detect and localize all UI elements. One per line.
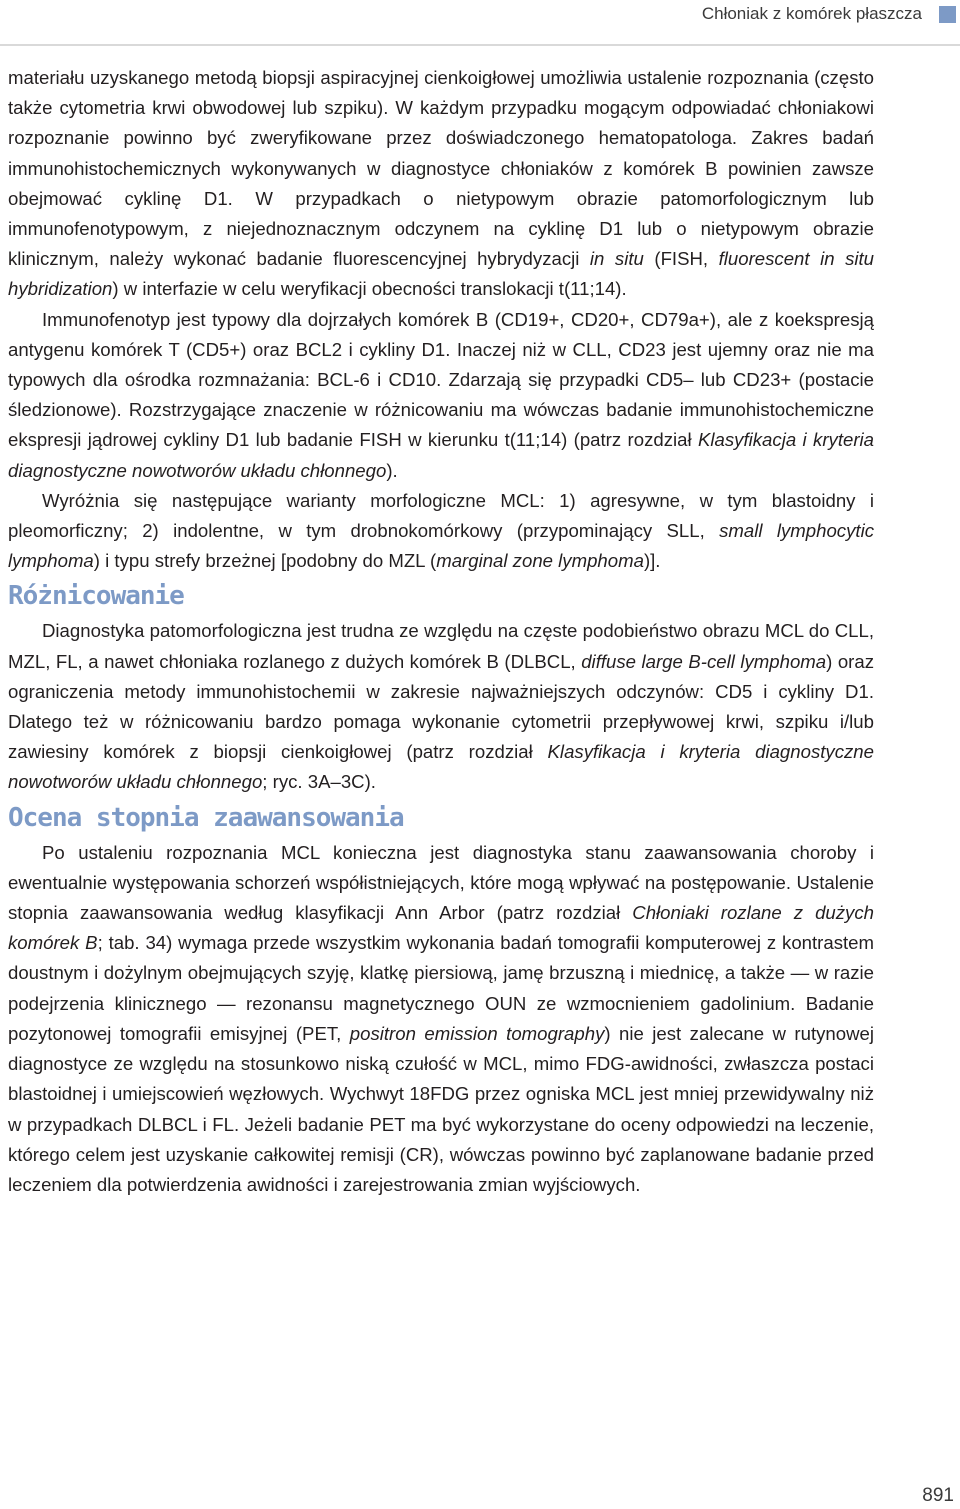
section-heading-staging: Ocena stopnia zaawansowania bbox=[8, 802, 404, 833]
header-divider bbox=[0, 44, 960, 46]
paragraph-immunophenotype: Immunofenotyp jest typowy dla dojrzałych komórek B (CD19+, CD20+, CD79a+), ale z koekspresją antygenu komórek T (CD5+) oraz BCL2 i cykliny D1. Inaczej niż w CLL, CD23 jest ujemny oraz nie ma typowych dla ośrodka rozmnażania: BCL-6 i CD10. Zdarzają się przypadki CD5– lub CD23+ (postacie śledzionowe). Rozstrzygające znaczenie w różnicowaniu ma wówczas badanie immunohistochemiczne ekspresji jądrowej cykliny D1 lub badanie FISH w kierunku t(11;14) (patrz rozdział Klasyfikacja i kryteria diagnostyczne nowotworów układu chłonnego). bbox=[8, 308, 875, 481]
running-header-title: Chłoniak z komórek płaszcza bbox=[701, 4, 922, 23]
section-heading-differential: Różnicowanie bbox=[8, 581, 184, 612]
header-accent-square bbox=[939, 6, 956, 23]
paragraph-diagnosis-continuation: materiału uzyskanego metodą biopsji aspiracyjnej cienkoigłowej umożliwia ustalenie rozpoznania (często także cytometria krwi obwodowej lub szpiku). W każdym przypadku mogącym odpowiadać chłoniakowi rozpoznanie powinno być zweryfikowane przez doświadczonego hematopatologa. Zakres badań immunohistochemicznych wykonywanych w diagnostyce chłoniaków z komórek B powinien zawsze obejmować cyklinę D1. W przypadkach o nietypowym obrazie patomorfologicznym lub immunofenotypowym, z niejednoznacznym odczynem na cyklinę D1 lub o nietypowym obrazie klinicznym, należy wykonać badanie fluorescencyjnej hybrydyzacji in situ (FISH, fluorescent in situ hybridization) w interfazie w celu weryfikacji obecności translokacji t(11;14). bbox=[8, 67, 875, 300]
page-body bbox=[8, 63, 874, 1200]
paragraph-differential: Diagnostyka patomorfologiczna jest trudna ze względu na częste podobieństwo obrazu MCL do CLL, MZL, FL, a nawet chłoniaka rozlanego z dużych komórek B (DLBCL, diffuse large B-cell lymphoma) oraz ograniczenia metody immunohistochemii w zakresie najważniejszych odczynów: CD5 i cykliny D1. Dlatego też w różnicowaniu bardzo pomaga wykonanie cytometrii przepływowej krwi, szpiku i/lub zawiesiny komórek z biopsji cienkoigłowej (patrz rozdział Klasyfikacja i kryteria diagnostyczne nowotworów układu chłonnego; ryc. 3A–3C). bbox=[8, 620, 875, 793]
paragraph-morphologic-variants: Wyróżnia się następujące warianty morfologiczne MCL: 1) agresywne, w tym blastoidny i pleomorficzny; 2) indolentne, w tym drobnokomórkowy (przypominający SLL, small lymphocytic lymphoma) i typu strefy brzeżnej [podobny do MZL (marginal zone lymphoma)]. bbox=[8, 489, 874, 572]
running-header bbox=[0, 0, 960, 40]
page-number: 891 bbox=[922, 1485, 954, 1506]
paragraph-staging: Po ustaleniu rozpoznania MCL konieczna jest diagnostyka stanu zaawansowania choroby i ewentualnie występowania schorzeń współistniejących, które mogą wpływać na postępowanie. Ustalenie stopnia zaawansowania według klasyfikacji Ann Arbor (patrz rozdział Chłoniaki rozlane z dużych komórek B; tab. 34) wymaga przede wszystkim wykonania badań tomografii komputerowej z kontrastem doustnym i dożylnym obejmujących szyję, klatkę piersiową, jamę brzuszną i miednicę, a także — w razie podejrzenia klinicznego — rezonansu magnetycznego OUN ze wzmocnieniem gadolinium. Badanie pozytonowej tomografii emisyjnej (PET, positron emission tomography) nie jest zalecane w rutynowej diagnostyce ze względu na stosunkowo niską czułość w MCL, mimo FDG-awidności, zwłaszcza postaci blastoidnej i umiejscowień węzłowych. Wychwyt 18FDG przez ogniska MCL jest mniej przewidywalny niż w przypadkach DLBCL i FL. Jeżeli badanie PET ma być wykorzystane do oceny odpowiedzi na leczenie, którego celem jest uzyskanie całkowitej remisji (CR), wówczas powinno być zaplanowane badanie przed leczeniem dla potwierdzenia awidności i zarejestrowania zmian wyjściowych. bbox=[8, 841, 874, 1195]
